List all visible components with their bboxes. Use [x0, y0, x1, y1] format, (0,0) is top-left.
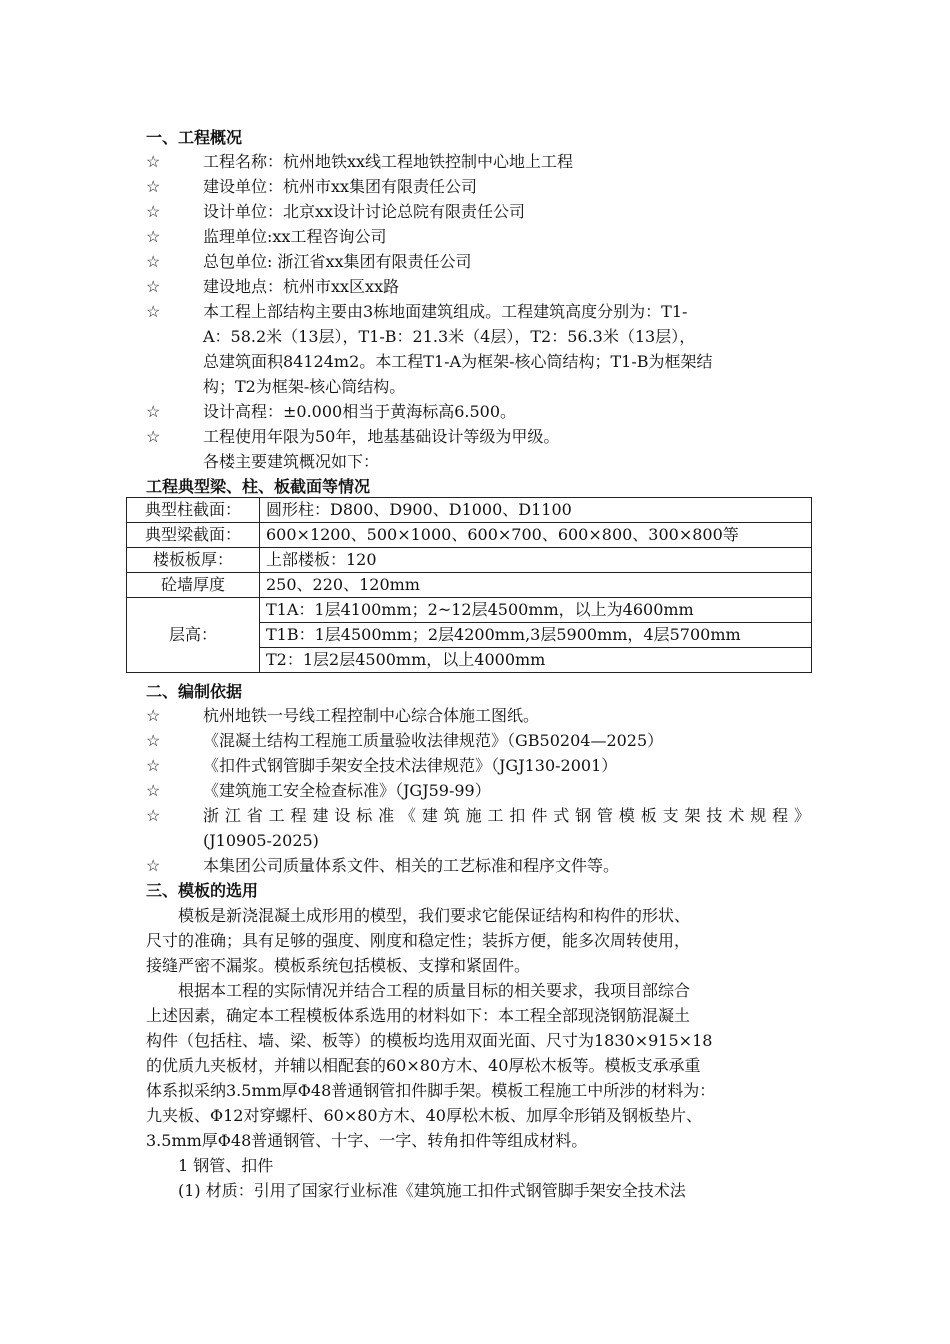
star-icon: ☆: [146, 227, 161, 246]
structure-line: A：58.2米（13层），T1-B：21.3米（4层），T2：56.3米（13层），: [203, 327, 696, 346]
structure-line: 构；T2为框架-核心筒结构。: [203, 377, 406, 396]
subheading: 1 钢管、扣件: [146, 1156, 274, 1175]
paragraph-line: 接缝严密不漏浆。模板系统包括模板、支撑和紧固件。: [146, 956, 531, 975]
table-label: 层高：: [127, 598, 260, 673]
paragraph-line: 尺寸的准确；具有足够的强度、刚度和稳定性；装拆方便，能多次周转使用，: [146, 931, 691, 950]
list-item-text: 设计单位：北京xx设计讨论总院有限责任公司: [203, 202, 526, 221]
table-label: 砼墙厚度: [127, 573, 260, 598]
structure-line: 总建筑面积84124m2。本工程T1-A为框架-核心筒结构；T1-B为框架结: [203, 352, 713, 371]
table-value: 上部楼板：120: [260, 548, 812, 573]
list-item-text: 总包单位: 浙江省xx集团有限责任公司: [203, 252, 472, 271]
list-item-text: 《扣件式钢管脚手架安全技术法律规范》（JGJ130-2001）: [203, 756, 618, 775]
star-icon: ☆: [146, 202, 161, 221]
paragraph-line: 九夹板、Φ12对穿螺杆、60×80方木、40厚松木板、加厚伞形销及钢板垫片、: [146, 1106, 702, 1125]
star-icon: ☆: [146, 177, 161, 196]
overview-intro: 各楼主要建筑概况如下：: [203, 452, 380, 471]
table-row: [127, 573, 812, 598]
list-item-text: 本集团公司质量体系文件、相关的工艺标准和程序文件等。: [203, 856, 620, 875]
star-icon: ☆: [146, 152, 161, 171]
star-icon: ☆: [146, 402, 161, 421]
paragraph-line: 构件（包括柱、墙、梁、板等）的模板均选用双面光面、尺寸为1830×915×18: [146, 1031, 713, 1050]
structure-line: 本工程上部结构主要由3栋地面建筑组成。工程建筑高度分别为：T1-: [203, 302, 688, 321]
table-value: 600×1200、500×1000、600×700、600×800、300×800等: [260, 523, 812, 548]
table-row: [127, 498, 812, 523]
table-label: 典型柱截面：: [127, 498, 260, 523]
table-label: 典型梁截面：: [127, 523, 260, 548]
table-value: T1B：1层4500mm；2层4200mm,3层5900mm，4层5700mm: [260, 623, 812, 648]
table-value: T2：1层2层4500mm，以上4000mm: [260, 648, 812, 673]
list-item-text: 浙江省工程建设标准《建筑施工扣件式钢管模板支架技术规程》: [203, 806, 810, 825]
star-icon: ☆: [146, 252, 161, 271]
paragraph-line: 3.5mm厚Φ48普通钢管、十字、一字、转角扣件等组成材料。: [146, 1131, 588, 1150]
list-item-text: 《建筑施工安全检查标准》（JGJ59-99）: [203, 781, 491, 800]
section-2-heading: 二、编制依据: [146, 682, 243, 701]
paragraph-line: 模板是新浇混凝土成形用的模型，我们要求它能保证结构和构件的形状、: [146, 906, 691, 925]
star-icon: ☆: [146, 856, 161, 875]
list-item-text: 监理单位:xx工程咨询公司: [203, 227, 387, 246]
section-1-heading: 一、工程概况: [146, 128, 243, 147]
star-icon: ☆: [146, 427, 161, 446]
paragraph-line: 的优质九夹板材，并辅以相配套的60×80方木、40厚松木板等。模板支承承重: [146, 1056, 701, 1075]
paragraph-line: 上述因素，确定本工程模板体系选用的材料如下：本工程全部现浇钢筋混凝土: [146, 1006, 691, 1025]
table-value: 圆形柱：D800、D900、D1000、D1100: [260, 498, 812, 523]
list-item-text: (J10905-2025): [203, 831, 319, 850]
paragraph-line: 体系拟采纳3.5mm厚Φ48普通钢管扣件脚手架。模板工程施工中所涉的材料为：: [146, 1081, 716, 1100]
list-item-text: 工程名称：杭州地铁xx线工程地铁控制中心地上工程: [203, 152, 574, 171]
star-icon: ☆: [146, 731, 161, 750]
list-item-text: 设计高程：±0.000相当于黄海标高6.500。: [203, 402, 517, 421]
star-icon: ☆: [146, 277, 161, 296]
table-row: [127, 523, 812, 548]
list-item-text: 《混凝土结构工程施工质量验收法律规范》（GB50204—2025）: [203, 731, 664, 750]
table-row: [127, 598, 812, 623]
star-icon: ☆: [146, 302, 161, 321]
list-item-text: 杭州地铁一号线工程控制中心综合体施工图纸。: [203, 706, 540, 725]
star-icon: ☆: [146, 781, 161, 800]
list-item-text: 建设地点：杭州市xx区xx路: [203, 277, 400, 296]
section-table: [126, 497, 812, 673]
paragraph-line: (1) 材质：引用了国家行业标准《建筑施工扣件式钢管脚手架安全技术法: [146, 1181, 686, 1200]
table-row: [127, 548, 812, 573]
paragraph-line: 根据本工程的实际情况并结合工程的质量目标的相关要求，我项目部综合: [146, 981, 691, 1000]
star-icon: ☆: [146, 706, 161, 725]
table-heading: 工程典型梁、柱、板截面等情况: [146, 477, 371, 496]
table-label: 楼板板厚：: [127, 548, 260, 573]
table-value: T1A：1层4100mm；2~12层4500mm，以上为4600mm: [260, 598, 812, 623]
list-item-text: 建设单位：杭州市xx集团有限责任公司: [203, 177, 478, 196]
star-icon: ☆: [146, 806, 161, 825]
star-icon: ☆: [146, 756, 161, 775]
section-3-heading: 三、模板的选用: [146, 881, 259, 900]
table-value: 250、220、120mm: [260, 573, 812, 598]
list-item-text: 工程使用年限为50年，地基基础设计等级为甲级。: [203, 427, 560, 446]
